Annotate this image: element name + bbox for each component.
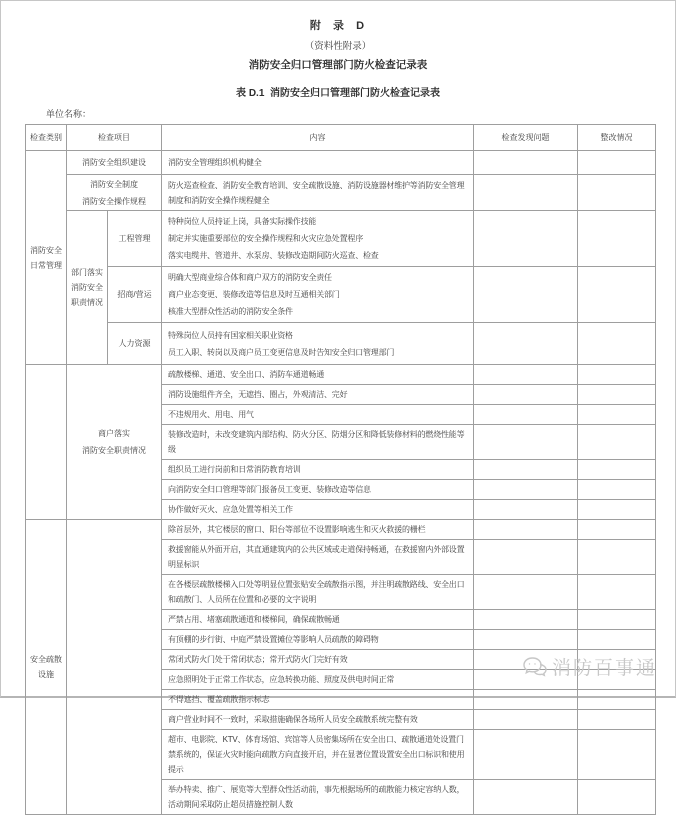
item-engineering: 工程管理 (108, 211, 162, 267)
appendix-title: 附 录 D (309, 20, 367, 32)
item-merchant-duty (67, 365, 162, 520)
watermark-text: 消防百事通 (551, 658, 657, 679)
content-cell: 常闭式防火门处于常闭状态；常开式防火门完好有效 (162, 650, 474, 670)
item-merchants-operation: 招商/营运 (108, 267, 162, 323)
content-cell: 不违规用火、用电、用气 (162, 405, 474, 425)
found-problem-cell (474, 405, 578, 425)
found-problem-cell (474, 630, 578, 650)
rectification-cell (578, 151, 656, 175)
content-cell: 疏散楼梯、通道、安全出口、消防车通道畅通 (162, 365, 474, 385)
found-problem-cell (474, 323, 578, 365)
found-problem-cell (474, 385, 578, 405)
content-cell: 有顶棚的步行街、中庭严禁设置摊位等影响人员疏散的障碍物 (162, 630, 474, 650)
content-cell: 举办特卖、推广、展览等大型群众性活动前，事先根据场所的疏散能力核定容纳人数，活动期间采取防止超员措施控制人数 (162, 780, 474, 815)
found-problem-cell (474, 267, 578, 323)
found-problem-cell (474, 710, 578, 730)
header-found-problems: 检查发现问题 (474, 125, 578, 151)
table-row (26, 323, 656, 365)
item-line: 消防安全制度 (90, 179, 138, 189)
rectification-cell (578, 405, 656, 425)
content-cell (162, 211, 474, 267)
found-problem-cell (474, 211, 578, 267)
header-check-category: 检查类别 (26, 125, 67, 151)
inspection-record-table (25, 124, 656, 815)
table-row (26, 520, 656, 540)
content-cell: 消防设施组件齐全，无遮挡、圈占，外观清洁、完好 (162, 385, 474, 405)
content-line: 核准大型群众性活动的消防安全条件 (168, 307, 293, 316)
content-cell (162, 323, 474, 365)
header-rectification: 整改情况 (578, 125, 656, 151)
content-line: 员工入职、转岗以及商户员工变更信息及时告知安全归口管理部门 (168, 347, 395, 357)
rectification-cell (578, 460, 656, 480)
rectification-cell (578, 575, 656, 610)
found-problem-cell (474, 480, 578, 500)
content-cell: 防火巡查检查、消防安全教育培训、安全疏散设施、消防设施器材维护等消防安全管理制度和消防安全操作规程健全 (162, 175, 474, 211)
content-cell (162, 267, 474, 323)
content-cell: 消防安全管理组织机构健全 (162, 151, 474, 175)
appendix-subtitle: （资料性附录） (304, 41, 372, 52)
found-problem-cell (474, 575, 578, 610)
found-problem-cell (474, 500, 578, 520)
category-evacuation-facilities: 安全疏散设施 (26, 520, 67, 815)
content-line: 商户业态变更、装修改造等信息及时互通相关部门 (168, 290, 340, 299)
found-problem-cell (474, 365, 578, 385)
content-cell: 组织员工进行岗前和日常消防教育培训 (162, 460, 474, 480)
rectification-cell (578, 730, 656, 780)
item-line: 消防安全操作规程 (82, 196, 146, 206)
rectification-cell (578, 630, 656, 650)
rectification-cell (578, 780, 656, 815)
table-row (26, 175, 656, 211)
content-line: 特种岗位人员持证上岗，具备实际操作技能 (168, 217, 317, 226)
content-cell: 向消防安全归口管理等部门报备员工变更、装修改造等信息 (162, 480, 474, 500)
content-cell: 不得遮挡、覆盖疏散指示标志 (162, 690, 474, 710)
found-problem-cell (474, 151, 578, 175)
rectification-cell (578, 670, 656, 690)
rectification-cell (578, 365, 656, 385)
rectification-cell (578, 610, 656, 630)
rectification-cell (578, 175, 656, 211)
category-empty-cell (26, 365, 67, 520)
item-empty-cell (67, 520, 162, 815)
document-header (1, 17, 675, 99)
found-problem-cell (474, 520, 578, 540)
content-cell: 除首层外，其它楼层的窗口、阳台等部位不设置影响逃生和灭火救援的栅栏 (162, 520, 474, 540)
rectification-cell (578, 690, 656, 710)
rectification-cell (578, 425, 656, 460)
content-cell: 在各楼层疏散楼梯入口处等明显位置张贴安全疏散指示图，并注明疏散路线、安全出口和疏散门、人员所在位置和必要的文字说明 (162, 575, 474, 610)
found-problem-cell (474, 610, 578, 630)
content-cell: 严禁占用、堵塞疏散通道和楼梯间，确保疏散畅通 (162, 610, 474, 630)
group-department-duty: 部门落实消防安全职责情况 (67, 211, 108, 365)
found-problem-cell (474, 175, 578, 211)
found-problem-cell (474, 690, 578, 710)
table-caption: 表 D.1 消防安全归口管理部门防火检查记录表 (236, 88, 440, 99)
content-line: 落实电缆井、管道井、水泵房、装修改造期间防火巡查、检查 (168, 251, 379, 260)
found-problem-cell (474, 650, 578, 670)
content-line: 制定并实施重要部位的安全操作规程和火灾应急处置程序 (168, 234, 363, 243)
header-content: 内容 (162, 125, 474, 151)
content-line: 明确大型商业综合体和商户双方的消防安全责任 (168, 273, 332, 282)
appendix-name: 消防安全归口管理部门防火检查记录表 (248, 59, 428, 71)
content-cell: 应急照明处于正常工作状态，应急转换功能、照度及供电时间正常 (162, 670, 474, 690)
found-problem-cell (474, 730, 578, 780)
unit-name-label: 单位名称： (46, 109, 92, 119)
content-line: 特殊岗位人员持有国家相关职业资格 (168, 330, 293, 340)
rectification-cell (578, 323, 656, 365)
content-cell: 装修改造时，未改变建筑内部结构、防火分区、防烟分区和降低装修材料的燃烧性能等级 (162, 425, 474, 460)
rectification-cell (578, 500, 656, 520)
item-line: 商户落实 (98, 429, 130, 438)
rectification-cell (578, 710, 656, 730)
rectification-cell (578, 211, 656, 267)
found-problem-cell (474, 540, 578, 575)
content-cell: 协作做好灭火、应急处置等相关工作 (162, 500, 474, 520)
rectification-cell (578, 480, 656, 500)
item-line: 消防安全职责情况 (82, 446, 146, 455)
found-problem-cell (474, 670, 578, 690)
content-cell: 超市、电影院、KTV、体育场馆、宾馆等人员密集场所在安全出口、疏散通道处设置门禁系统的，保证火灾时能向疏散方向直接开启，并在显著位置设置安全出口标识和使用提示 (162, 730, 474, 780)
table-row (26, 365, 656, 385)
rectification-cell (578, 267, 656, 323)
found-problem-cell (474, 460, 578, 480)
rectification-cell (578, 540, 656, 575)
found-problem-cell (474, 780, 578, 815)
category-daily-management: 消防安全日常管理 (26, 151, 67, 365)
item-org-building: 消防安全组织建设 (67, 151, 162, 175)
found-problem-cell (474, 425, 578, 460)
content-cell: 救援窗能从外面开启，其直通建筑内的公共区域或走道保持畅通，在救援窗内外部设置明显标识 (162, 540, 474, 575)
content-cell: 商户营业时间不一致时，采取措施确保各场所人员安全疏散系统完整有效 (162, 710, 474, 730)
table-header-row (26, 125, 656, 151)
rectification-cell (578, 520, 656, 540)
table-row (26, 151, 656, 175)
header-check-item: 检查项目 (67, 125, 162, 151)
rectification-cell (578, 650, 656, 670)
table-row (26, 267, 656, 323)
rectification-cell (578, 385, 656, 405)
item-human-resources: 人力资源 (108, 323, 162, 365)
item-safety-rules (67, 175, 162, 211)
table-row (26, 211, 656, 267)
